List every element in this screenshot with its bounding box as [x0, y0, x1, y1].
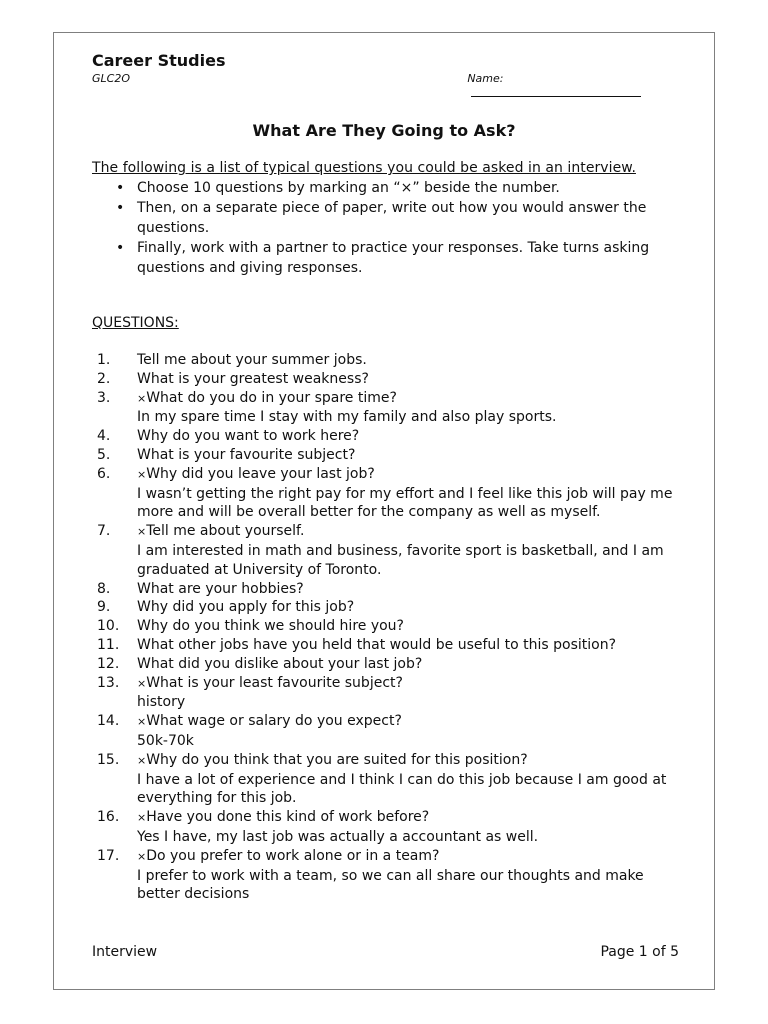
question-number: 16.: [97, 809, 120, 826]
question-text: What do you do in your spare time?: [146, 389, 397, 406]
instruction-text: Choose 10 questions by marking an “×” beside the number.: [137, 180, 560, 196]
instruction-list: [92, 178, 676, 278]
question-line: [137, 617, 676, 636]
name-label: Name:: [467, 72, 504, 85]
question-line: [137, 522, 676, 542]
footer-label: Interview: [92, 944, 158, 960]
answer-text: In my spare time I stay with my family and also play sports.: [137, 409, 557, 426]
question-text: Have you done this kind of work before?: [146, 809, 430, 826]
question-number: 4.: [97, 428, 111, 445]
question-item: [92, 580, 676, 599]
question-number: 14.: [97, 713, 120, 730]
question-item: [92, 465, 676, 522]
question-item: [92, 370, 676, 389]
question-text: Why did you leave your last job?: [146, 465, 375, 482]
question-item: [92, 636, 676, 655]
answer-text: I am interested in math and business, favorite sport is basketball, and I am graduated at University of Toronto.: [137, 542, 664, 578]
answer-text: history: [137, 694, 186, 711]
question-text: What is your least favourite subject?: [146, 674, 403, 691]
question-item: [92, 427, 676, 446]
question-line: [137, 751, 676, 771]
question-item: [92, 351, 676, 370]
question-number: 11.: [97, 636, 120, 653]
question-item: [92, 751, 676, 808]
selection-mark-icon: ×: [137, 849, 147, 863]
question-line: [137, 598, 676, 617]
questions-heading: QUESTIONS:: [92, 315, 179, 331]
question-number: 3.: [97, 389, 111, 406]
question-item: [92, 522, 676, 579]
question-text: What wage or salary do you expect?: [146, 713, 402, 730]
question-text: What did you dislike about your last job?: [137, 655, 423, 672]
question-item: [92, 712, 676, 751]
question-number: 6.: [97, 465, 111, 482]
instruction-text: Then, on a separate piece of paper, write out how you would answer the questions.: [137, 200, 647, 236]
document-page: [53, 32, 715, 990]
question-number: 8.: [97, 580, 111, 597]
question-line: [137, 351, 676, 370]
course-title: Career Studies: [92, 51, 226, 70]
answer-text: Yes I have, my last job was actually a accountant as well.: [137, 828, 539, 845]
question-line: [137, 674, 676, 694]
question-number: 5.: [97, 446, 111, 463]
question-line: [137, 712, 676, 732]
selection-mark-icon: ×: [137, 715, 147, 729]
question-item: [92, 808, 676, 847]
question-item: [92, 389, 676, 428]
question-line: [137, 808, 676, 828]
bullet-icon: •: [116, 200, 125, 216]
question-number: 1.: [97, 352, 111, 368]
question-line: [137, 847, 676, 867]
selection-mark-icon: ×: [137, 391, 147, 405]
question-item: [92, 847, 676, 904]
page-title: What Are They Going to Ask?: [252, 121, 516, 140]
question-line: [137, 655, 676, 674]
question-list: [92, 351, 676, 904]
question-line: [137, 427, 676, 446]
question-item: [92, 674, 676, 713]
question-line: [137, 446, 676, 465]
question-text: What is your favourite subject?: [137, 446, 356, 463]
question-number: 12.: [97, 655, 120, 672]
page-footer: [92, 943, 679, 961]
question-text: What is your greatest weakness?: [137, 370, 369, 387]
question-text: What other jobs have you held that would be useful to this position?: [137, 636, 617, 653]
question-text: Why do you think that you are suited for this position?: [146, 751, 528, 768]
question-line: [137, 580, 676, 599]
question-item: [92, 617, 676, 636]
question-text: Why do you think we should hire you?: [137, 618, 404, 635]
page-number: Page 1 of 5: [600, 944, 679, 960]
question-number: 7.: [97, 523, 111, 540]
question-number: 17.: [97, 847, 120, 864]
selection-mark-icon: ×: [137, 467, 147, 481]
answer-text: 50k-70k: [137, 732, 194, 749]
question-number: 2.: [97, 370, 111, 387]
question-line: [137, 636, 676, 655]
question-text: Do you prefer to work alone or in a team?: [146, 847, 440, 864]
course-code: GLC2O: [92, 72, 130, 85]
bullet-icon: •: [116, 180, 125, 196]
instruction-item: [92, 198, 676, 238]
question-item: [92, 446, 676, 465]
page-content: [92, 51, 676, 904]
selection-mark-icon: ×: [137, 525, 147, 539]
header-meta: [92, 72, 676, 101]
intro-text: The following is a list of typical questions you could be asked in an interview.: [92, 160, 636, 176]
instruction-item: [92, 178, 676, 198]
question-text: Why did you apply for this job?: [137, 599, 355, 616]
question-item: [92, 655, 676, 674]
answer-text: I prefer to work with a team, so we can all share our thoughts and make better decisions: [137, 867, 644, 903]
answer-text: I wasn’t getting the right pay for my effort and I feel like this job will pay me more and will be overall better for the company as well as myself.: [137, 485, 673, 521]
question-text: Tell me about yourself.: [146, 523, 305, 540]
question-text: Tell me about your summer jobs.: [137, 352, 367, 368]
instruction-text: Finally, work with a partner to practice your responses. Take turns asking questions and giving responses.: [137, 240, 650, 276]
name-blank-line: [471, 86, 641, 97]
question-line: [137, 465, 676, 485]
question-line: [137, 389, 676, 409]
selection-mark-icon: ×: [137, 753, 147, 767]
question-text: What are your hobbies?: [137, 580, 304, 597]
question-line: [137, 370, 676, 389]
question-number: 9.: [97, 599, 111, 616]
question-text: Why do you want to work here?: [137, 428, 360, 445]
answer-text: I have a lot of experience and I think I can do this job because I am good at everything for this job.: [137, 771, 667, 807]
selection-mark-icon: ×: [137, 676, 147, 690]
selection-mark-icon: ×: [137, 811, 147, 825]
question-item: [92, 598, 676, 617]
question-number: 15.: [97, 751, 120, 768]
instruction-item: [92, 238, 676, 278]
question-number: 10.: [97, 618, 120, 635]
bullet-icon: •: [116, 240, 125, 256]
name-field: [467, 72, 676, 101]
question-number: 13.: [97, 674, 120, 691]
